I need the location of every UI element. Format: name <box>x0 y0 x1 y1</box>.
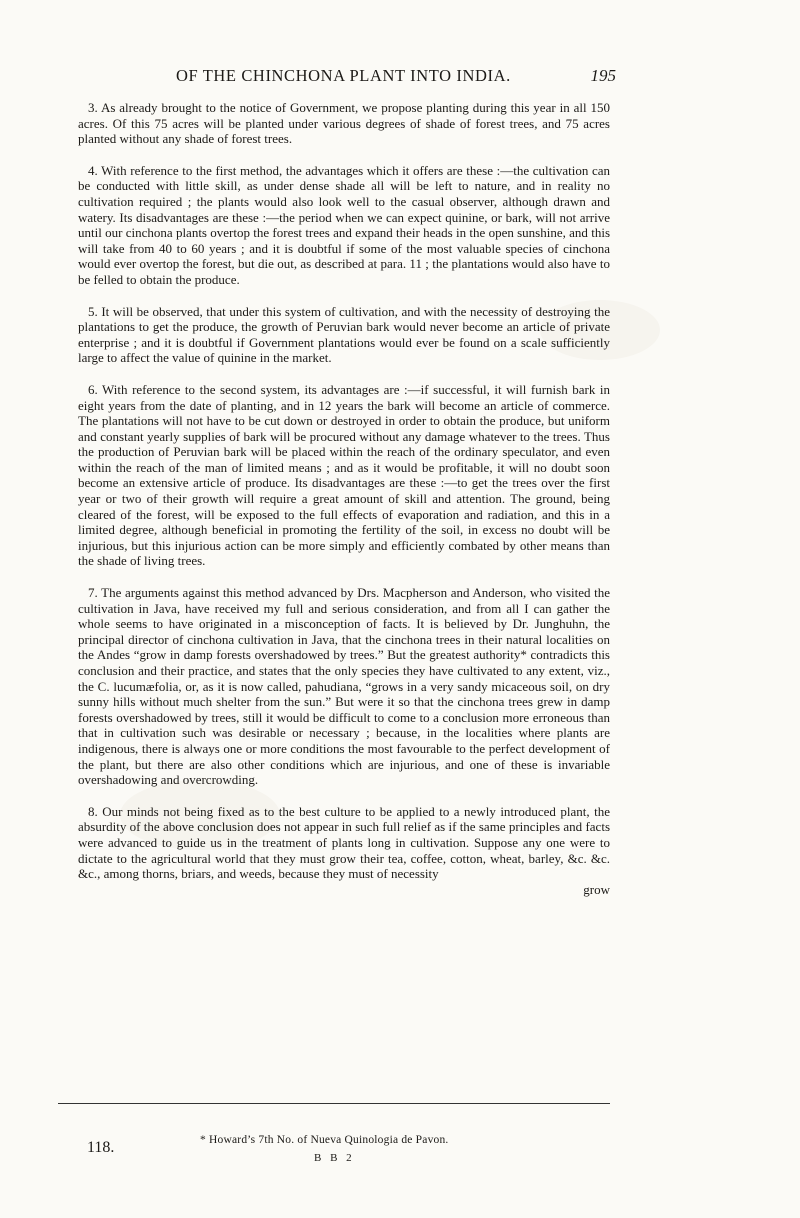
page-body <box>78 100 610 897</box>
continuation-word: grow <box>583 881 610 897</box>
paragraph-5: 5. It will be observed, that under this system of cultivation, and with the necessity of destroying the plantations to get the produce, the growth of Peruvian bark would never become an article of private enterprise ; and it is doubtful if Government plantations would ever be found on a scale sufficiently large to affect the value of quinine in the market. <box>78 303 610 366</box>
paragraph-8: 8. Our minds not being fixed as to the best culture to be applied to a newly introduced plant, the absurdity of the above conclusion does not appear in such full relief as if the same principles and facts were advanced to guide us in the treatment of plants long in cultivation. Suppose any one were to dictate to the agricultural world that they must grow their tea, coffee, cotton, wheat, barley, &c. &c. &c., among thorns, briars, and weeds, because they must of necessity <box>78 803 610 882</box>
running-title: OF THE CHINCHONA PLANT INTO INDIA. <box>176 66 511 85</box>
paragraph-7: 7. The arguments against this method advanced by Drs. Macpherson and Anderson, who visited the cultivation in Java, have received my full and serious consideration, and from all I can gather the whole seems to have originated in a misconception of facts. It is believed by Dr. Junghuhn, the principal director of cinchona cultivation in Java, that the cinchona trees in their natural localities on the Andes “grow in damp forests overshadowed by trees.” But the greatest authority* contradicts this conclusion and their practice, and states that the only species they have cultivated to any extent, viz., the C. lucumæfolia, or, as it is now called, pahudiana, “grows in a very sandy micaceous soil, on dry sunny hills without much shelter from the sun.” But were it so that the cinchona trees grew in damp forests overshadowed by trees, still it would be difficult to come to a conclusion more erroneous than that in cultivation such was desirable or necessary ; because, in the localities where plants are indigenous, there is always one or more conditions the most favourable to the perfect development of the plant, but there are also other conditions which are injurious, and one of these is invariable overshadowing and overcrowding. <box>78 585 610 788</box>
paragraph-3: 3. As already brought to the notice of Government, we propose planting during this year in all 150 acres. Of this 75 acres will be planted under various degrees of shade of forest trees, and 75 acres planted without any shade of forest trees. <box>78 100 610 147</box>
paragraph-6: 6. With reference to the second system, its advantages are :—if successful, it will furnish bark in eight years from the date of planting, and in 12 years the bark will become an article of commerce. The plantations will not have to be cut down or destroyed in order to obtain the produce, but uniform and constant yearly supplies of bark will be procured without any damage whatever to the trees. Thus the production of Peruvian bark will be placed within the reach of the ordinary speculator, and even within the reach of the man of limited means ; and as it would be profitable, it will no doubt soon become an extensive article of produce. Its disadvantages are these :—to get the trees over the first year or two of their growth will require a great amount of skill and attention. The ground, being cleared of the forest, will be exposed to the full effects of evaporation and radiation, and this in a limited degree, although beneficial in promoting the fertility of the soil, in excess no doubt will be injurious, but this injurious action can be more simply and efficiently combated by other means than the shade of living trees. <box>78 381 610 569</box>
footnote: * Howard’s 7th No. of Nueva Quinologia de Pavon. <box>200 1134 449 1146</box>
folio-number: 118. <box>87 1139 115 1156</box>
page-number: 195 <box>590 66 616 85</box>
signature-mark: B B 2 <box>314 1152 355 1164</box>
paragraph-4: 4. With reference to the first method, the advantages which it offers are these :—the cultivation can be conducted with little skill, as under dense shade all will be left to nature, and in reality no cultivation required ; the plants would also look well to the casual observer, although drawn and watery. Its disadvantages are these :—the period when we can expect quinine, or bark, will not arrive until our cinchona plants overtop the forest trees and expand their heads in the open sunshine, and this will take from 40 to 60 years ; and it is doubtful if some of the most valuable species of cinchona would ever overtop the forest, but die out, as described at para. 11 ; the plantations would also have to be felled to obtain the produce. <box>78 162 610 287</box>
page-header <box>88 66 616 90</box>
footnote-rule <box>58 1103 610 1104</box>
